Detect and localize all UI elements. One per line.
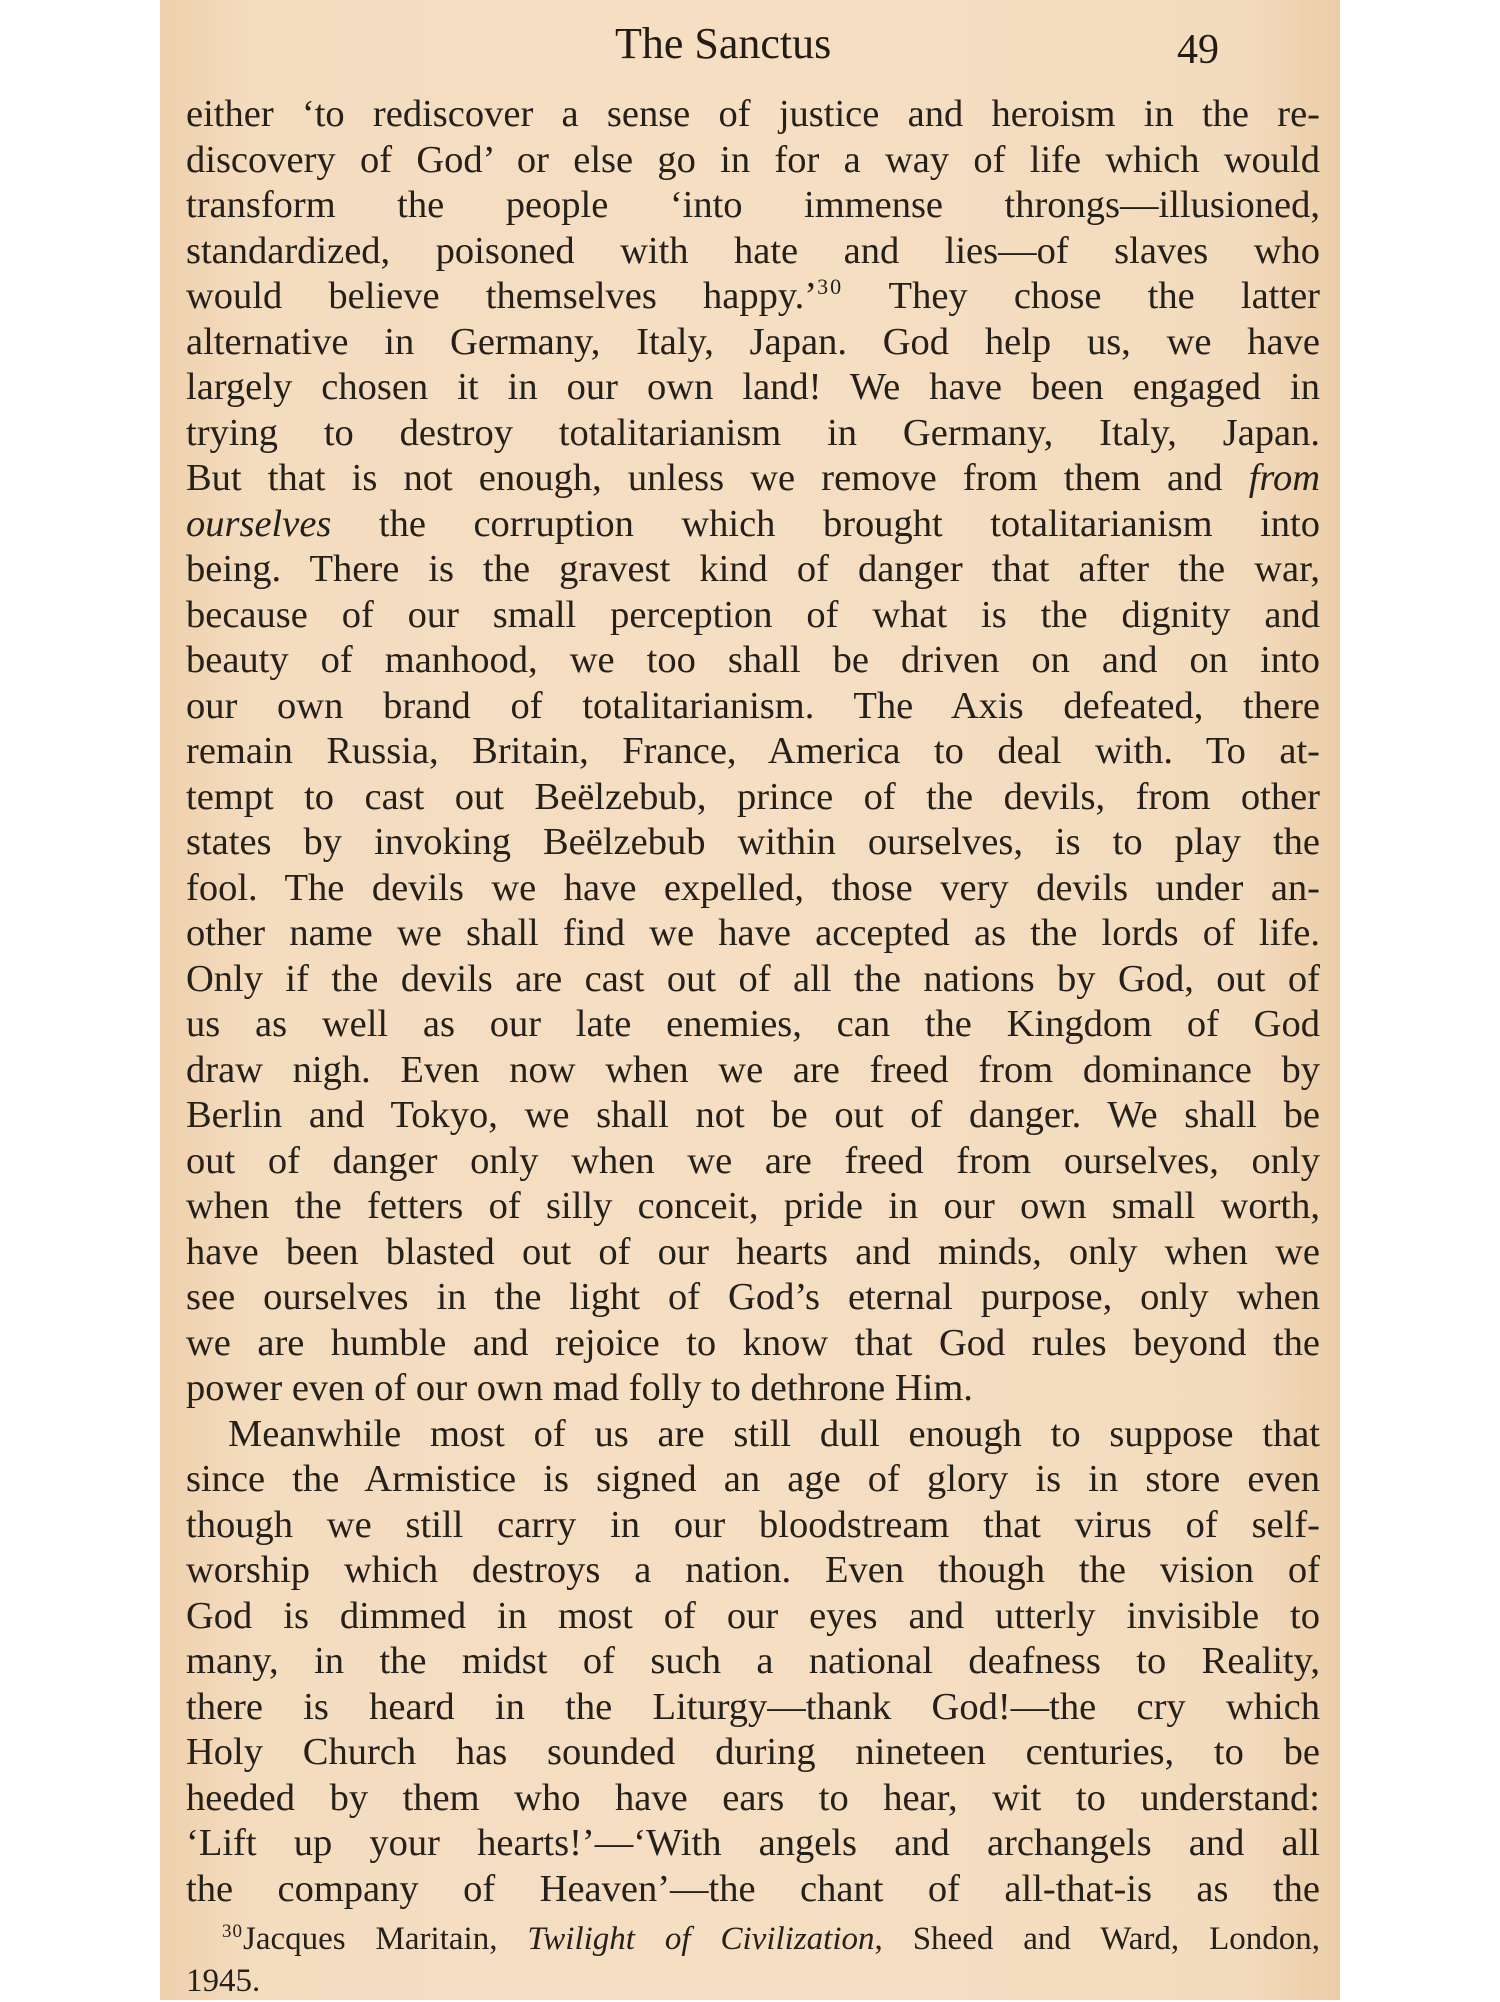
text-line [186,1184,1320,1230]
text-segment: They chose the latter [843,275,1320,317]
text-segment: though we still carry in our bloodstream that virus of self- [186,1503,1320,1546]
text-segment: alternative in Germany, Italy, Japan. God help us, we have [186,320,1320,363]
text-segment: power even of our own mad folly to dethrone Him. [186,1367,973,1409]
text-line [186,1594,1320,1640]
text-line [186,775,1320,821]
text-segment: being. There is the gravest kind of danger that after the war, [186,548,1320,590]
text-segment: the company of Heaven’—the chant of all-that-is as the [186,1867,1320,1910]
text-line [186,684,1320,730]
text-line [186,1503,1320,1549]
running-title: The Sanctus [615,19,832,68]
text-italic: ourselves [186,502,332,545]
text-line [186,1275,1320,1321]
text-segment: us as well as our late enemies, can the Kingdom of God [186,1003,1320,1045]
footnote-year: 1945. [186,1963,261,1999]
text-segment: our own brand of totalitarianism. The Axis defeated, there [186,684,1320,727]
footnote-author: Jacques Maritain, [243,1921,528,1957]
footnote-book-title: Twilight of Civilization [527,1921,875,1957]
text-line [186,957,1320,1003]
text-line [186,1321,1320,1367]
text-segment: standardized, poisoned with hate and lies—of slaves who [186,229,1320,272]
text-segment: we are humble and rejoice to know that God rules beyond the [186,1321,1320,1364]
text-line [186,365,1320,411]
text-line [186,456,1320,502]
text-line [186,502,1320,548]
footnote [186,1918,1320,2002]
footnote-line [186,1960,1320,2002]
text-line [186,229,1320,275]
text-segment: ‘Lift up your hearts!’—‘With angels and archangels and all [186,1822,1320,1864]
text-segment: out of danger only when we are freed from ourselves, only [186,1139,1320,1182]
footnote-publisher: , Sheed and Ward, London, [874,1921,1320,1957]
text-segment: heeded by them who have ears to hear, wit to understand: [186,1776,1320,1819]
text-line [186,1230,1320,1276]
text-segment: worship which destroys a nation. Even though the vision of [186,1549,1320,1591]
text-line [186,1730,1320,1776]
text-segment: fool. The devils we have expelled, those very devils under an- [186,866,1320,909]
footnote-reference: 30 [817,274,844,299]
page-number: 49 [1177,27,1219,73]
text-segment: would believe themselves happy.’ [186,275,818,317]
text-line [186,547,1320,593]
text-line [186,1776,1320,1822]
text-segment: discovery of God’ or else go in for a way of life which would [186,138,1320,181]
text-italic: from [1248,457,1320,499]
text-segment: because of our small perception of what is the dignity and [186,593,1320,636]
text-line [186,1639,1320,1685]
text-line [186,1412,1320,1458]
text-line [186,1139,1320,1185]
text-segment: Meanwhile most of us are still dull enough to suppose that [228,1412,1320,1455]
text-line [186,411,1320,457]
text-segment: largely chosen it in our own land! We have been engaged in [186,366,1320,408]
text-line [186,1093,1320,1139]
text-segment: But that is not enough, unless we remove from them and [186,457,1249,499]
text-line [186,92,1320,138]
text-segment: see ourselves in the light of God’s eternal purpose, only when [186,1276,1320,1318]
text-segment: other name we shall find we have accepted as the lords of life. [186,912,1320,954]
text-segment: Berlin and Tokyo, we shall not be out of danger. We shall be [186,1094,1320,1136]
text-segment: when the fetters of silly conceit, pride in our own small worth, [186,1185,1320,1227]
text-line [186,820,1320,866]
text-segment: Only if the devils are cast out of all the nations by God, out of [186,957,1320,1000]
body-text [186,92,1320,1912]
text-line [186,1548,1320,1594]
text-segment: the corruption which brought totalitarianism into [331,502,1320,545]
footnote-line [186,1918,1320,1960]
text-line [186,593,1320,639]
text-line [186,638,1320,684]
text-line [186,866,1320,912]
text-segment: Holy Church has sounded during nineteen centuries, to be [186,1731,1320,1773]
text-line [186,1821,1320,1867]
text-segment: either ‘to rediscover a sense of justice and heroism in the re- [186,93,1320,135]
text-segment: beauty of manhood, we too shall be driven on and on into [186,639,1320,681]
text-line [186,183,1320,229]
text-segment: trying to destroy totalitarianism in Germany, Italy, Japan. [186,411,1320,454]
text-line [186,274,1320,320]
footnote-mark: 30 [222,1921,243,1942]
book-page [160,0,1340,2000]
text-segment: draw nigh. Even now when we are freed from dominance by [186,1048,1320,1091]
text-segment: many, in the midst of such a national deafness to Reality, [186,1640,1320,1682]
text-line [186,911,1320,957]
text-segment: transform the people ‘into immense throngs—illusioned, [186,184,1320,226]
text-segment: states by invoking Beëlzebub within ourselves, is to play the [186,821,1320,863]
text-line [186,1867,1320,1913]
text-line [186,1366,1320,1412]
text-line [186,729,1320,775]
text-segment: have been blasted out of our hearts and minds, only when we [186,1230,1320,1273]
text-line [186,1457,1320,1503]
text-segment: since the Armistice is signed an age of glory is in store even [186,1458,1320,1500]
text-segment: God is dimmed in most of our eyes and utterly invisible to [186,1594,1320,1637]
text-segment: tempt to cast out Beëlzebub, prince of the devils, from other [186,775,1320,818]
text-line [186,1002,1320,1048]
text-segment: remain Russia, Britain, France, America to deal with. To at- [186,730,1320,772]
text-line [186,1048,1320,1094]
text-segment: there is heard in the Liturgy—thank God!—the cry which [186,1685,1320,1728]
text-line [186,138,1320,184]
text-line [186,1685,1320,1731]
page-header [160,14,1340,74]
text-line [186,320,1320,366]
